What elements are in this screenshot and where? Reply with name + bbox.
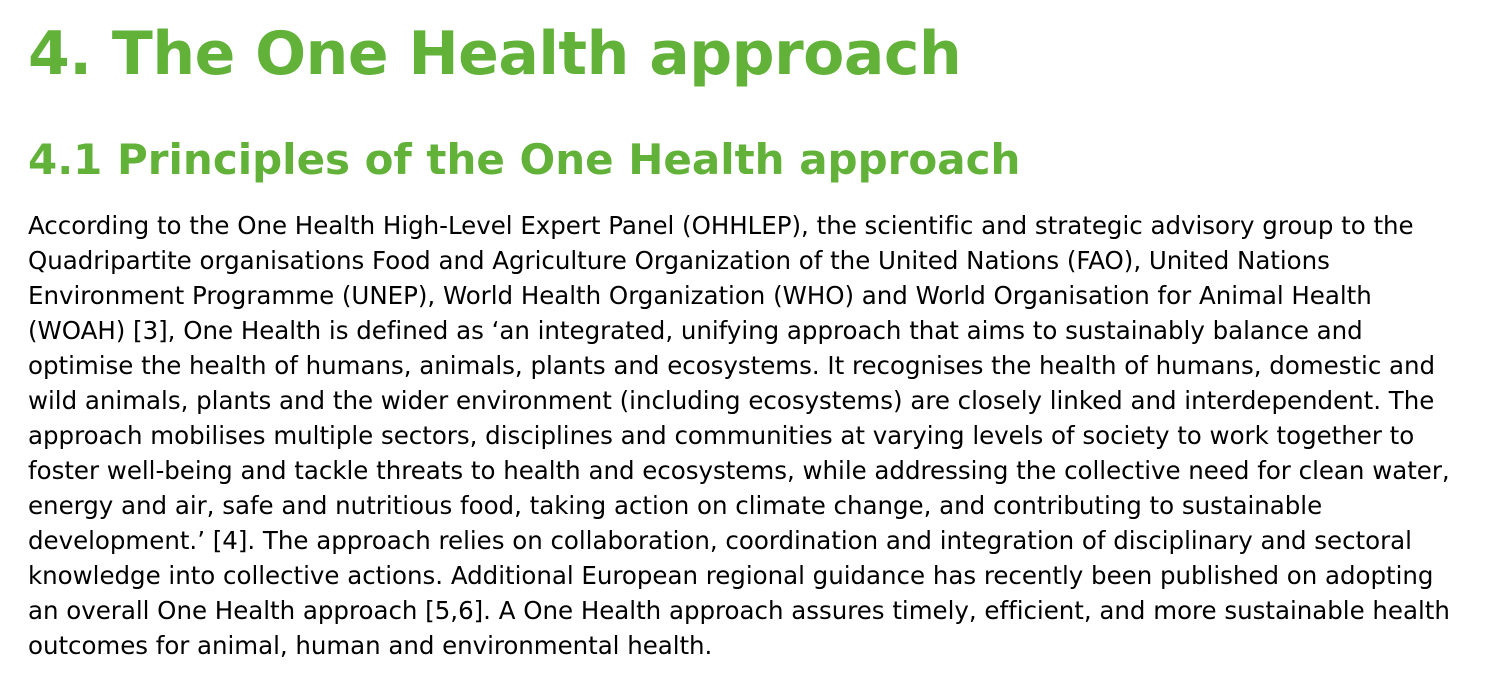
paragraph-line: wild animals, plants and the wider environment (including ecosystems) are closely linked and interdependent. The xyxy=(28,386,1435,415)
paragraph-line: an overall One Health approach [5,6]. A One Health approach assures timely, efficient, and more sustainable health xyxy=(28,596,1450,625)
subsection-title: 4.1 Principles of the One Health approach xyxy=(28,135,1021,184)
paragraph-line: Quadripartite organisations Food and Agriculture Organization of the United Nations (FAO), United Nations xyxy=(28,246,1330,275)
paragraph-line: development.’ [4]. The approach relies on collaboration, coordination and integration of disciplinary and sectoral xyxy=(28,526,1412,555)
paragraph-line: (WOAH) [3], One Health is defined as ‘an integrated, unifying approach that aims to sustainably balance and xyxy=(28,316,1363,345)
paragraph-line: approach mobilises multiple sectors, disciplines and communities at varying levels of society to work together to xyxy=(28,421,1415,450)
paragraph-line: Environment Programme (UNEP), World Health Organization (WHO) and World Organisation for Animal Health xyxy=(28,281,1372,310)
section-title: 4. The One Health approach xyxy=(28,19,962,89)
body-paragraph xyxy=(28,208,1506,663)
paragraph-line: According to the One Health High-Level Expert Panel (OHHLEP), the scientific and strategic advisory group to the xyxy=(28,211,1414,240)
paragraph-line: knowledge into collective actions. Additional European regional guidance has recently been published on adopting xyxy=(28,561,1434,590)
paragraph-line: outcomes for animal, human and environmental health. xyxy=(28,631,713,660)
paragraph-line: foster well-being and tackle threats to health and ecosystems, while addressing the collective need for clean water, xyxy=(28,456,1450,485)
paragraph-line: energy and air, safe and nutritious food, taking action on climate change, and contributing to sustainable xyxy=(28,491,1323,520)
paragraph-line: optimise the health of humans, animals, plants and ecosystems. It recognises the health of humans, domestic and xyxy=(28,351,1436,380)
